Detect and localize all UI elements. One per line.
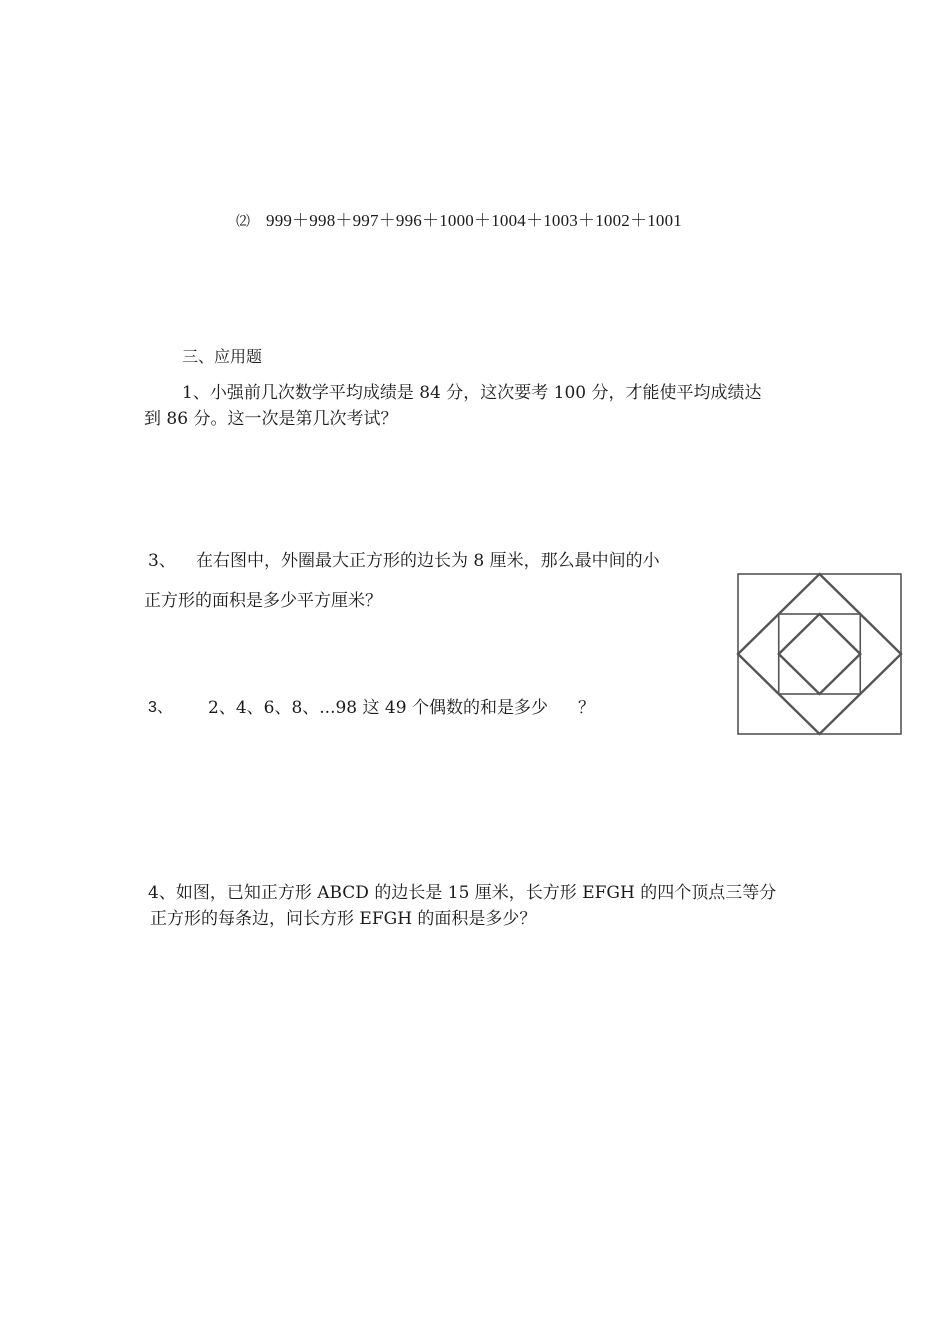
middle-diamond bbox=[738, 574, 901, 734]
expression-2 bbox=[236, 210, 682, 234]
expression-2-label: ⑵ bbox=[236, 215, 250, 230]
expression-2-text: 999＋998＋997＋996＋1000＋1004＋1003＋1002＋1001 bbox=[266, 211, 682, 230]
problem-3a-line-1: 在右图中，外圈最大正方形的边长为 8 厘米，那么最中间的小 bbox=[196, 551, 660, 571]
problem-1-line-1: 1、小强前几次数学平均成绩是 84 分，这次要考 100 分，才能使平均成绩达 bbox=[182, 383, 762, 403]
problem-3b-number: 3、 bbox=[148, 699, 173, 716]
problem-4-line-1: 4、如图，已知正方形 ABCD 的边长是 15 厘米，长方形 EFGH 的四个顶点三等分 bbox=[148, 883, 777, 903]
outer-square bbox=[738, 574, 901, 734]
problem-3b-text: 2、4、6、8、...98 这 49 个偶数的和是多少 bbox=[208, 698, 548, 718]
problem-3a-number: 3、 bbox=[148, 551, 176, 571]
nested-squares-svg bbox=[736, 572, 904, 738]
nested-squares-diagram bbox=[736, 572, 904, 738]
inner-square bbox=[779, 614, 861, 694]
section-heading: 三、应用题 bbox=[182, 347, 263, 366]
problem-1-line-2: 到 86 分。这一次是第几次考试？ bbox=[144, 409, 398, 429]
innermost-diamond bbox=[779, 614, 861, 694]
problem-3b-question-mark: ？ bbox=[578, 698, 595, 718]
problem-3a-line-2: 正方形的面积是多少平方厘米？ bbox=[144, 591, 382, 611]
problem-4-line-2: 正方形的每条边，问长方形 EFGH 的面积是多少？ bbox=[150, 909, 537, 929]
